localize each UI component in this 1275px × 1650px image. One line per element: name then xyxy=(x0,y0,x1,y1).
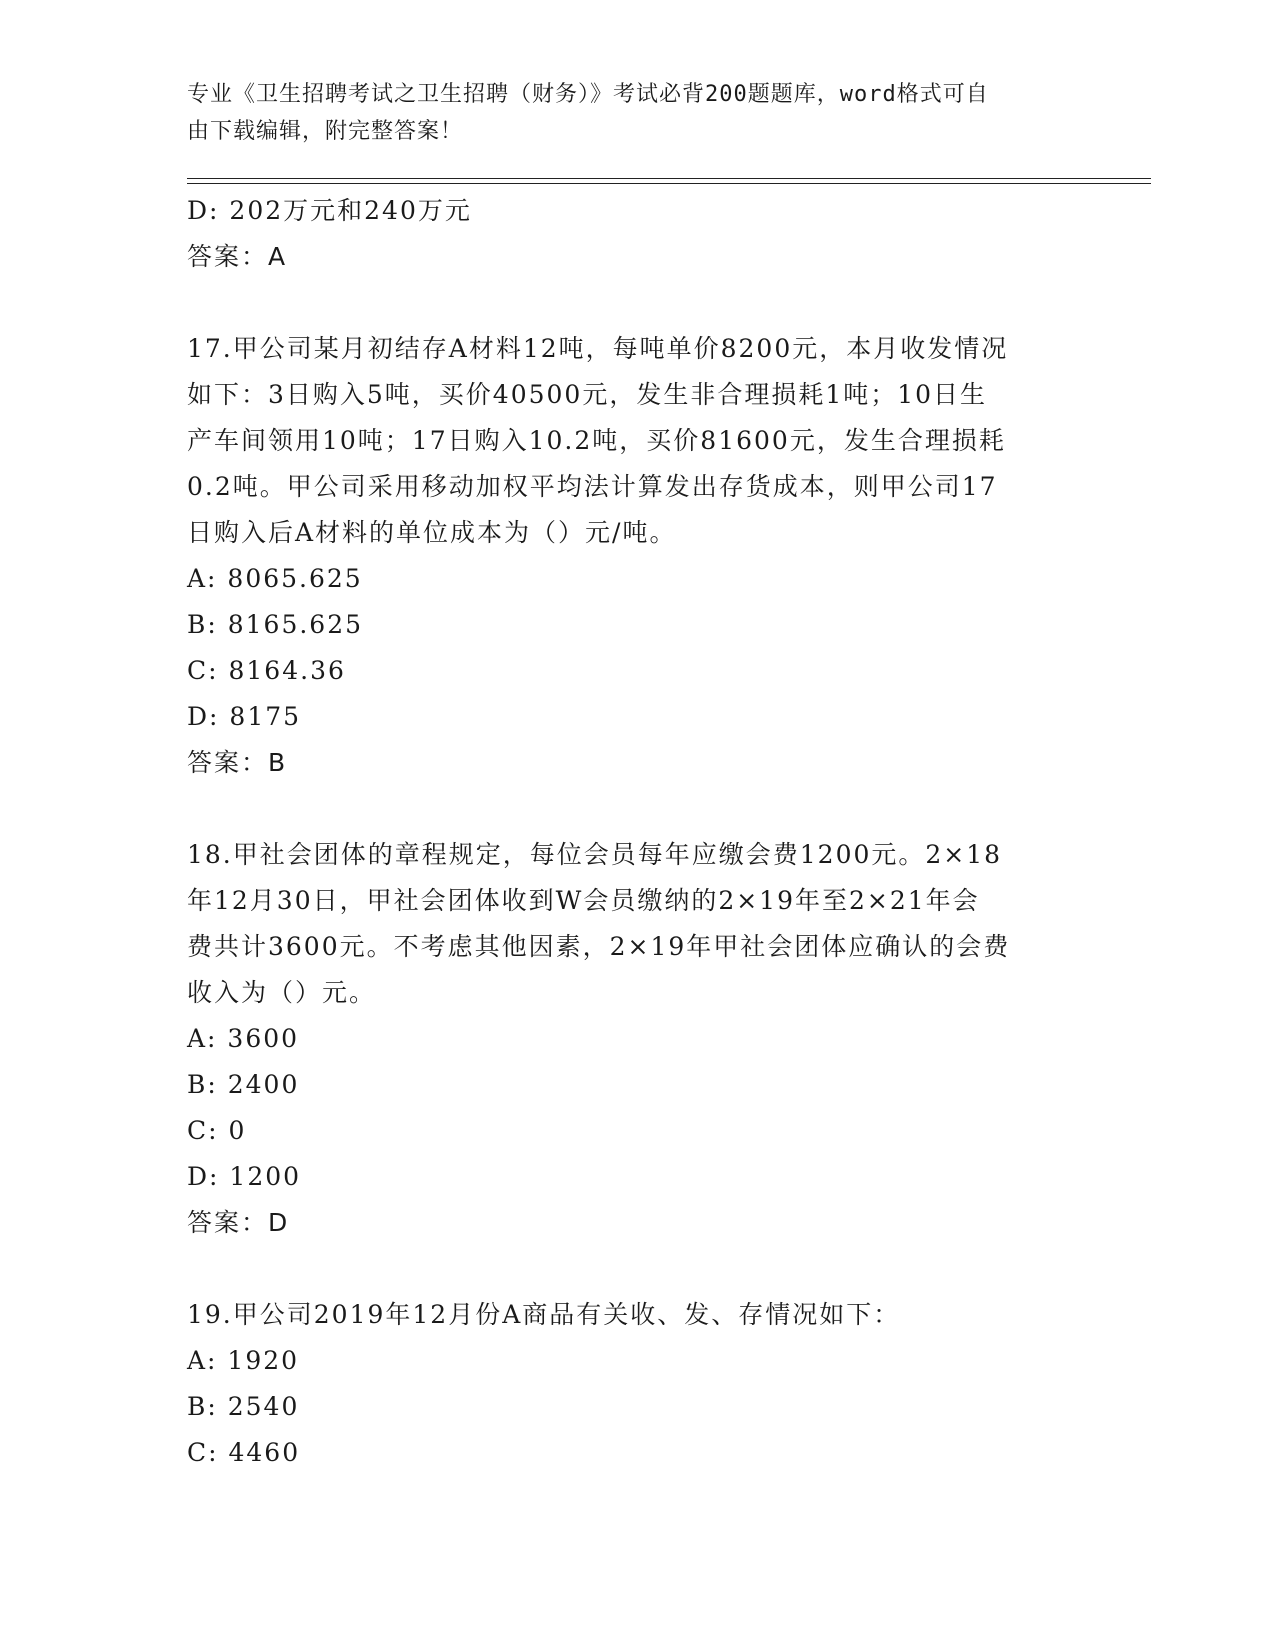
question-19-option-c: C: 4460 xyxy=(187,1438,301,1467)
document-header xyxy=(187,76,1067,150)
question-17-line-4: 0.2吨。甲公司采用移动加权平均法计算发出存货成本，则甲公司17 xyxy=(187,472,998,501)
question-17-option-a: A: 8065.625 xyxy=(187,564,363,593)
question-18-option-c: C: 0 xyxy=(187,1116,247,1145)
question-18-line-3: 费共计3600元。不考虑其他因素，2×19年甲社会团体应确认的会费 xyxy=(187,932,1011,961)
question-18-answer: 答案：D xyxy=(187,1208,290,1237)
question-18-line-1: 18.甲社会团体的章程规定，每位会员每年应缴会费1200元。2×18 xyxy=(187,840,1003,869)
question-17-answer: 答案：B xyxy=(187,748,288,777)
question-19-line-1: 19.甲公司2019年12月份A商品有关收、发、存情况如下： xyxy=(187,1300,901,1329)
question-18-line-4: 收入为（）元。 xyxy=(187,978,377,1007)
document-body xyxy=(187,188,1067,1476)
question-17-option-d: D: 8175 xyxy=(187,702,302,731)
prev-answer: 答案：A xyxy=(187,242,288,271)
header-divider-top xyxy=(187,178,1151,179)
question-17-line-2: 如下：3日购入5吨，买价40500元，发生非合理损耗1吨；10日生 xyxy=(187,380,988,409)
question-18 xyxy=(187,832,1067,1016)
question-18-option-a: A: 3600 xyxy=(187,1024,300,1053)
question-17-line-3: 产车间领用10吨；17日购入10.2吨，买价81600元，发生合理损耗 xyxy=(187,426,1006,455)
question-18-line-2: 年12月30日，甲社会团体收到W会员缴纳的2×19年至2×21年会 xyxy=(187,886,980,915)
header-divider-bottom xyxy=(187,183,1151,184)
question-17-option-b: B: 8165.625 xyxy=(187,610,364,639)
question-19 xyxy=(187,1292,1067,1338)
question-18-option-b: B: 2400 xyxy=(187,1070,300,1099)
question-17-line-1: 17.甲公司某月初结存A材料12吨，每吨单价8200元，本月收发情况 xyxy=(187,334,1009,363)
question-17-line-5: 日购入后A材料的单位成本为（）元/吨。 xyxy=(187,518,677,547)
question-19-option-a: A: 1920 xyxy=(187,1346,300,1375)
question-17-option-c: C: 8164.36 xyxy=(187,656,346,685)
question-19-option-b: B: 2540 xyxy=(187,1392,300,1421)
spacer xyxy=(187,1246,1067,1292)
spacer xyxy=(187,786,1067,832)
spacer xyxy=(187,280,1067,326)
question-18-option-d: D: 1200 xyxy=(187,1162,302,1191)
header-line-1: 专业《卫生招聘考试之卫生招聘（财务）》考试必背200题题库，word格式可自 xyxy=(187,82,989,107)
header-line-2: 由下载编辑，附完整答案！ xyxy=(187,119,464,144)
prev-option-d: D: 202万元和240万元 xyxy=(187,196,472,225)
question-17 xyxy=(187,326,1067,556)
